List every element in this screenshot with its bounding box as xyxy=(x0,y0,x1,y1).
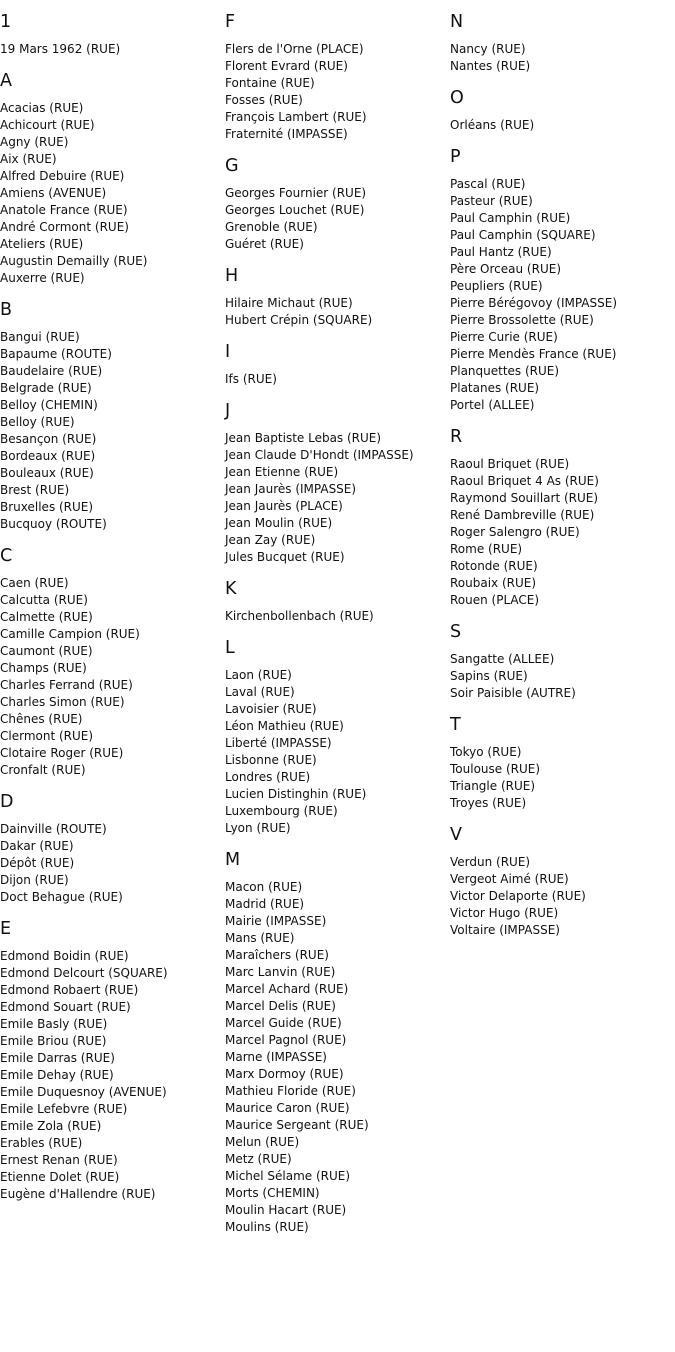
street-entry: Jean Moulin (RUE) xyxy=(225,516,333,530)
street-entry: Madrid (RUE) xyxy=(225,897,305,911)
index-section xyxy=(0,299,225,533)
street-entry: Clotaire Roger (RUE) xyxy=(0,746,124,760)
street-list xyxy=(450,854,675,939)
street-entry: Roubaix (RUE) xyxy=(450,576,537,590)
section-letter-heading: S xyxy=(450,622,462,642)
street-list xyxy=(225,430,450,566)
index-section xyxy=(450,11,675,75)
street-entry: Alfred Debuire (RUE) xyxy=(0,169,125,183)
street-entry: Auxerre (RUE) xyxy=(0,271,85,285)
street-list xyxy=(225,41,450,143)
street-entry: Dakar (RUE) xyxy=(0,839,74,853)
street-entry: Marne (IMPASSE) xyxy=(225,1050,327,1064)
street-entry: Georges Louchet (RUE) xyxy=(225,203,365,217)
index-section xyxy=(225,11,450,143)
street-entry: Pierre Brossolette (RUE) xyxy=(450,313,594,327)
street-entry: Edmond Boidin (RUE) xyxy=(0,949,129,963)
street-entry: Achicourt (RUE) xyxy=(0,118,95,132)
section-letter-heading: V xyxy=(450,825,462,845)
street-entry: Emile Basly (RUE) xyxy=(0,1017,108,1031)
street-entry: Augustin Demailly (RUE) xyxy=(0,254,148,268)
street-entry: Maraîchers (RUE) xyxy=(225,948,329,962)
street-entry: Moulins (RUE) xyxy=(225,1220,309,1234)
street-entry: Soir Paisible (AUTRE) xyxy=(450,686,576,700)
index-section xyxy=(0,791,225,906)
street-entry: Jean Jaurès (PLACE) xyxy=(225,499,343,513)
street-entry: Aix (RUE) xyxy=(0,152,57,166)
street-list xyxy=(450,176,675,414)
index-section xyxy=(0,545,225,779)
street-entry: Liberté (IMPASSE) xyxy=(225,736,332,750)
street-entry: Lavoisier (RUE) xyxy=(225,702,317,716)
street-list xyxy=(225,371,450,388)
street-entry: Grenoble (RUE) xyxy=(225,220,318,234)
street-entry: Londres (RUE) xyxy=(225,770,311,784)
street-entry: Maurice Caron (RUE) xyxy=(225,1101,350,1115)
street-list xyxy=(0,329,225,533)
section-letter-heading: R xyxy=(450,427,463,447)
street-entry: Agny (RUE) xyxy=(0,135,69,149)
street-entry: Brest (RUE) xyxy=(0,483,70,497)
street-list xyxy=(0,100,225,287)
street-entry: Marcel Delis (RUE) xyxy=(225,999,336,1013)
street-entry: Planquettes (RUE) xyxy=(450,364,560,378)
street-entry: Charles Simon (RUE) xyxy=(0,695,125,709)
street-entry: Sangatte (ALLEE) xyxy=(450,652,555,666)
street-entry: Marcel Achard (RUE) xyxy=(225,982,349,996)
street-entry: Acacias (RUE) xyxy=(0,101,84,115)
street-entry: Rouen (PLACE) xyxy=(450,593,540,607)
street-entry: Bordeaux (RUE) xyxy=(0,449,96,463)
street-entry: Bangui (RUE) xyxy=(0,330,80,344)
street-entry: Emile Darras (RUE) xyxy=(0,1051,115,1065)
street-entry: Raymond Souillart (RUE) xyxy=(450,491,599,505)
street-entry: Luxembourg (RUE) xyxy=(225,804,338,818)
section-letter-heading: I xyxy=(225,342,231,362)
street-entry: Toulouse (RUE) xyxy=(450,762,541,776)
street-entry: Dijon (RUE) xyxy=(0,873,69,887)
street-entry: Flers de l'Orne (PLACE) xyxy=(225,42,364,56)
street-entry: Clermont (RUE) xyxy=(0,729,94,743)
street-entry: Metz (RUE) xyxy=(225,1152,292,1166)
street-entry: Besançon (RUE) xyxy=(0,432,97,446)
index-section xyxy=(450,714,675,812)
street-entry: Roger Salengro (RUE) xyxy=(450,525,580,539)
street-entry: Melun (RUE) xyxy=(225,1135,300,1149)
street-entry: Pierre Mendès France (RUE) xyxy=(450,347,617,361)
street-entry: Belloy (CHEMIN) xyxy=(0,398,98,412)
street-entry: Jean Zay (RUE) xyxy=(225,533,316,547)
street-entry: Jean Etienne (RUE) xyxy=(225,465,339,479)
street-entry: Florent Evrard (RUE) xyxy=(225,59,348,73)
street-entry: Cronfalt (RUE) xyxy=(0,763,86,777)
street-entry: Orléans (RUE) xyxy=(450,118,535,132)
street-entry: Belgrade (RUE) xyxy=(0,381,92,395)
street-entry: Laval (RUE) xyxy=(225,685,295,699)
street-list xyxy=(0,948,225,1203)
street-entry: Kirchenbollenbach (RUE) xyxy=(225,609,374,623)
street-entry: Bruxelles (RUE) xyxy=(0,500,94,514)
street-entry: Erables (RUE) xyxy=(0,1136,83,1150)
street-list xyxy=(225,667,450,837)
section-letter-heading: B xyxy=(0,300,13,320)
section-letter-heading: 1 xyxy=(0,12,12,32)
street-entry: Tokyo (RUE) xyxy=(450,745,522,759)
index-section xyxy=(450,824,675,939)
street-entry: Michel Sélame (RUE) xyxy=(225,1169,351,1183)
street-entry: Peupliers (RUE) xyxy=(450,279,543,293)
street-entry: Fosses (RUE) xyxy=(225,93,303,107)
street-list xyxy=(225,295,450,329)
street-entry: Fontaine (RUE) xyxy=(225,76,315,90)
street-entry: Léon Mathieu (RUE) xyxy=(225,719,344,733)
street-entry: Lisbonne (RUE) xyxy=(225,753,317,767)
street-entry: Bouleaux (RUE) xyxy=(0,466,94,480)
street-entry: Pierre Bérégovoy (IMPASSE) xyxy=(450,296,618,310)
index-section xyxy=(225,341,450,388)
street-entry: Victor Hugo (RUE) xyxy=(450,906,559,920)
street-entry: Victor Delaporte (RUE) xyxy=(450,889,586,903)
section-letter-heading: M xyxy=(225,850,241,870)
street-entry: Troyes (RUE) xyxy=(450,796,527,810)
street-entry: Jean Claude D'Hondt (IMPASSE) xyxy=(225,448,414,462)
street-entry: Hilaire Michaut (RUE) xyxy=(225,296,353,310)
street-entry: Dainville (ROUTE) xyxy=(0,822,107,836)
street-entry: Doct Behague (RUE) xyxy=(0,890,123,904)
street-entry: Platanes (RUE) xyxy=(450,381,540,395)
section-letter-heading: J xyxy=(225,401,231,421)
street-entry: Emile Briou (RUE) xyxy=(0,1034,107,1048)
section-letter-heading: G xyxy=(225,156,239,176)
street-entry: Emile Duquesnoy (AVENUE) xyxy=(0,1085,167,1099)
index-section xyxy=(225,637,450,837)
street-entry: Camille Campion (RUE) xyxy=(0,627,140,641)
street-entry: Lyon (RUE) xyxy=(225,821,291,835)
street-entry: Maurice Sergeant (RUE) xyxy=(225,1118,369,1132)
street-entry: Triangle (RUE) xyxy=(450,779,536,793)
section-letter-heading: P xyxy=(450,147,461,167)
street-entry: Baudelaire (RUE) xyxy=(0,364,103,378)
street-list xyxy=(450,117,675,134)
street-entry: Paul Camphin (RUE) xyxy=(450,211,571,225)
street-entry: Rome (RUE) xyxy=(450,542,523,556)
street-entry: Calmette (RUE) xyxy=(0,610,93,624)
street-entry: François Lambert (RUE) xyxy=(225,110,367,124)
street-entry: Jules Bucquet (RUE) xyxy=(225,550,345,564)
street-entry: Caen (RUE) xyxy=(0,576,69,590)
street-entry: Edmond Delcourt (SQUARE) xyxy=(0,966,168,980)
section-letter-heading: E xyxy=(0,919,12,939)
street-entry: Nancy (RUE) xyxy=(450,42,526,56)
section-letter-heading: H xyxy=(225,266,239,286)
index-section xyxy=(450,426,675,609)
street-list xyxy=(0,821,225,906)
street-entry: Raoul Briquet 4 As (RUE) xyxy=(450,474,599,488)
street-list xyxy=(450,651,675,702)
street-entry: Ateliers (RUE) xyxy=(0,237,84,251)
street-list xyxy=(225,879,450,1236)
street-entry: Charles Ferrand (RUE) xyxy=(0,678,133,692)
street-list xyxy=(0,41,225,58)
street-entry: Marx Dormoy (RUE) xyxy=(225,1067,344,1081)
street-entry: Chênes (RUE) xyxy=(0,712,83,726)
street-entry: Père Orceau (RUE) xyxy=(450,262,561,276)
street-entry: Emile Dehay (RUE) xyxy=(0,1068,114,1082)
index-section xyxy=(450,146,675,414)
index-section xyxy=(225,155,450,253)
street-entry: Emile Lefebvre (RUE) xyxy=(0,1102,128,1116)
index-section xyxy=(0,70,225,287)
street-entry: Pasteur (RUE) xyxy=(450,194,533,208)
street-entry: Guéret (RUE) xyxy=(225,237,304,251)
street-entry: André Cormont (RUE) xyxy=(0,220,129,234)
street-entry: Sapins (RUE) xyxy=(450,669,528,683)
street-list xyxy=(225,185,450,253)
street-entry: Ernest Renan (RUE) xyxy=(0,1153,118,1167)
street-entry: Emile Zola (RUE) xyxy=(0,1119,102,1133)
street-list xyxy=(450,744,675,812)
section-letter-heading: O xyxy=(450,88,464,108)
section-letter-heading: C xyxy=(0,546,13,566)
section-letter-heading: L xyxy=(225,638,235,658)
index-section xyxy=(0,11,225,58)
section-letter-heading: K xyxy=(225,579,237,599)
section-letter-heading: A xyxy=(0,71,12,91)
index-column-1 xyxy=(0,0,225,1203)
street-entry: Laon (RUE) xyxy=(225,668,292,682)
street-entry: Lucien Distinghin (RUE) xyxy=(225,787,367,801)
section-letter-heading: N xyxy=(450,12,464,32)
street-entry: Dépôt (RUE) xyxy=(0,856,75,870)
street-list xyxy=(225,608,450,625)
street-entry: 19 Mars 1962 (RUE) xyxy=(0,42,121,56)
street-list xyxy=(0,575,225,779)
street-entry: Bucquoy (ROUTE) xyxy=(0,517,107,531)
street-entry: Rotonde (RUE) xyxy=(450,559,538,573)
street-entry: Calcutta (RUE) xyxy=(0,593,88,607)
street-entry: Amiens (AVENUE) xyxy=(0,186,107,200)
index-section xyxy=(225,400,450,566)
street-entry: Nantes (RUE) xyxy=(450,59,531,73)
street-entry: Verdun (RUE) xyxy=(450,855,531,869)
section-letter-heading: T xyxy=(450,715,461,735)
street-entry: Etienne Dolet (RUE) xyxy=(0,1170,120,1184)
index-section xyxy=(225,578,450,625)
section-letter-heading: F xyxy=(225,12,236,32)
index-section xyxy=(225,849,450,1236)
index-section xyxy=(450,87,675,134)
street-entry: Jean Baptiste Lebas (RUE) xyxy=(225,431,382,445)
street-entry: Champs (RUE) xyxy=(0,661,87,675)
street-entry: Anatole France (RUE) xyxy=(0,203,128,217)
street-entry: Voltaire (IMPASSE) xyxy=(450,923,560,937)
index-section xyxy=(0,918,225,1203)
street-entry: Ifs (RUE) xyxy=(225,372,277,386)
street-entry: Bapaume (ROUTE) xyxy=(0,347,112,361)
street-entry: Paul Hantz (RUE) xyxy=(450,245,552,259)
street-entry: Paul Camphin (SQUARE) xyxy=(450,228,596,242)
street-entry: Macon (RUE) xyxy=(225,880,303,894)
street-entry: René Dambreville (RUE) xyxy=(450,508,595,522)
street-entry: Caumont (RUE) xyxy=(0,644,93,658)
street-list xyxy=(450,456,675,609)
street-entry: Georges Fournier (RUE) xyxy=(225,186,367,200)
index-column-2 xyxy=(225,0,450,1236)
street-entry: Raoul Briquet (RUE) xyxy=(450,457,570,471)
street-entry: Portel (ALLEE) xyxy=(450,398,535,412)
street-entry: Pierre Curie (RUE) xyxy=(450,330,558,344)
street-entry: Vergeot Aimé (RUE) xyxy=(450,872,569,886)
street-entry: Fraternité (IMPASSE) xyxy=(225,127,348,141)
street-entry: Marcel Guide (RUE) xyxy=(225,1016,342,1030)
street-entry: Pascal (RUE) xyxy=(450,177,526,191)
street-entry: Mans (RUE) xyxy=(225,931,295,945)
street-entry: Mathieu Floride (RUE) xyxy=(225,1084,356,1098)
street-list xyxy=(450,41,675,75)
street-entry: Marc Lanvin (RUE) xyxy=(225,965,336,979)
index-section xyxy=(225,265,450,329)
street-entry: Mairie (IMPASSE) xyxy=(225,914,327,928)
street-entry: Hubert Crépin (SQUARE) xyxy=(225,313,373,327)
street-entry: Eugène d'Hallendre (RUE) xyxy=(0,1187,156,1201)
street-entry: Marcel Pagnol (RUE) xyxy=(225,1033,347,1047)
street-entry: Jean Jaurès (IMPASSE) xyxy=(225,482,357,496)
street-entry: Morts (CHEMIN) xyxy=(225,1186,320,1200)
street-entry: Edmond Souart (RUE) xyxy=(0,1000,131,1014)
street-entry: Moulin Hacart (RUE) xyxy=(225,1203,347,1217)
street-entry: Belloy (RUE) xyxy=(0,415,75,429)
section-letter-heading: D xyxy=(0,792,14,812)
street-entry: Edmond Robaert (RUE) xyxy=(0,983,139,997)
index-section xyxy=(450,621,675,702)
index-column-3 xyxy=(450,0,675,939)
